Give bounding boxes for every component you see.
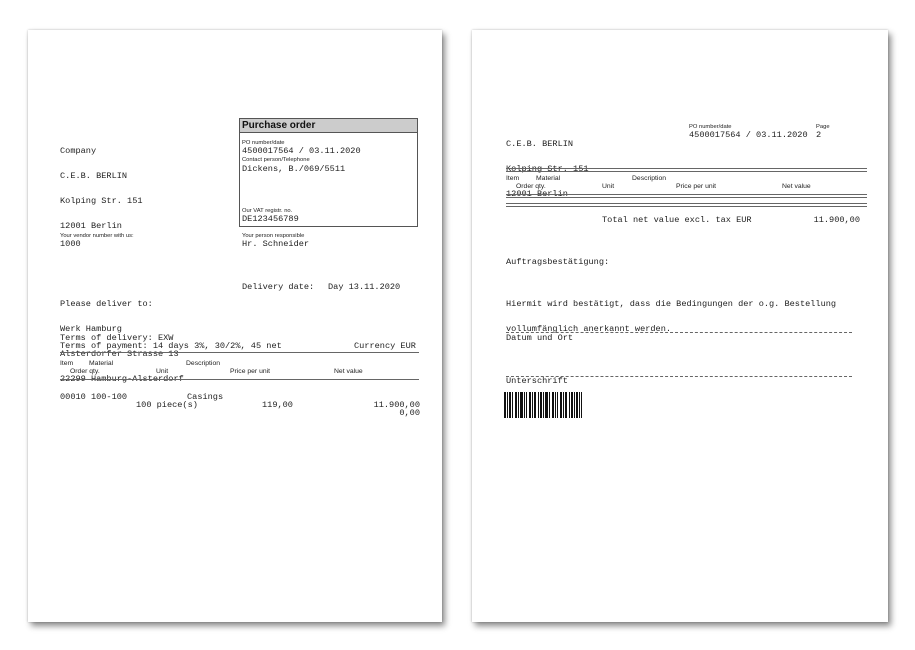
table-top-rule-2 (506, 168, 867, 172)
document-page-1 (28, 30, 442, 622)
col-material: Material (89, 360, 114, 367)
total-net-value: 11.900,00 (813, 215, 860, 225)
line-item-qty-unit: 100 piece(s) (136, 400, 198, 410)
confirmation-line-2: vollumfänglich anerkannt werden. (506, 324, 672, 335)
col-item-2: Item (506, 175, 520, 182)
date-place-label: Datum und Ort (506, 333, 574, 343)
company-city-2: 12001 Berlin (506, 189, 568, 200)
line-item-extra-value: 0,00 (399, 408, 420, 418)
document-page-2 (472, 30, 888, 622)
company-label: Company (60, 145, 97, 156)
company-name: C.E.B. BERLIN (60, 171, 128, 182)
contact-person-label: Contact person/Telephone (242, 157, 310, 163)
col-description: Description (186, 360, 220, 367)
delivery-date-label: Delivery date: (242, 282, 315, 292)
table-separator-rule-2 (506, 203, 867, 207)
confirmation-line-1: Hiermit wird bestätigt, dass die Bedingungen der o.g. Bestellung (506, 298, 837, 309)
table-header-rule-2 (506, 194, 867, 198)
po-number-date-value-2: 4500017564 / 03.11.2020 (689, 130, 808, 140)
page-label: Page (816, 124, 830, 130)
barcode (504, 392, 582, 418)
currency: Currency EUR (354, 341, 416, 351)
company-street-2: Kolping Str. 151 (506, 164, 589, 175)
deliver-to-label: Please deliver to: (60, 298, 153, 309)
company-address (60, 130, 143, 248)
line-item-description: Casings (187, 392, 224, 402)
col-material-2: Material (536, 175, 561, 182)
vendor-number-label: Your vendor number with us: (60, 233, 134, 239)
po-number-date-value: 4500017564 / 03.11.2020 (242, 146, 361, 156)
person-responsible-value: Hr. Schneider (242, 239, 310, 249)
vendor-number-value: 1000 (60, 239, 81, 249)
person-responsible-label: Your person responsible (242, 233, 305, 239)
col-unit-2: Unit (602, 183, 615, 190)
col-item: Item (60, 360, 74, 367)
terms-of-delivery: Terms of delivery: EXW (60, 333, 174, 343)
col-net-value: Net value (334, 368, 363, 375)
purchase-order-title: Purchase order (240, 119, 417, 133)
table-top-rule (60, 352, 419, 353)
deliver-city: 22299 Hamburg-Alsterdorf (60, 374, 184, 385)
col-price-per-unit-2: Price per unit (676, 183, 717, 190)
col-price-per-unit: Price per unit (230, 368, 271, 375)
po-number-date-label: PO number/date (242, 140, 285, 146)
line-item-price: 119,00 (262, 400, 293, 410)
line-item-net-value: 11.900,00 (373, 400, 420, 410)
col-net-value-2: Net value (782, 183, 811, 190)
signature-label: Unterschrift (506, 376, 568, 386)
terms-of-payment: Terms of payment: 14 days 3%, 30/2%, 45 net (60, 341, 282, 351)
vat-label: Our VAT registr. no. (242, 208, 293, 214)
line-item-material: 00010 100-100 (60, 392, 128, 402)
col-order-qty: Order qty. (70, 368, 100, 375)
company-street: Kolping Str. 151 (60, 196, 143, 207)
company-city: 12001 Berlin (60, 221, 122, 232)
delivery-date-value: Day 13.11.2020 (328, 282, 401, 292)
col-order-qty-2: Order qty. (516, 183, 546, 190)
po-number-date-label-2: PO number/date (689, 124, 732, 130)
deliver-plant: Werk Hamburg (60, 324, 122, 335)
contact-person-value: Dickens, B./069/5511 (242, 164, 346, 174)
confirmation-heading: Auftragsbestätigung: (506, 257, 610, 267)
page-number: 2 (816, 130, 822, 140)
deliver-street: Alsterdorfer Strasse 13 (60, 349, 179, 360)
table-header-rule (60, 379, 419, 380)
col-description-2: Description (632, 175, 666, 182)
vat-value: DE123456789 (242, 214, 299, 224)
col-unit: Unit (156, 368, 169, 375)
total-net-value-label: Total net value excl. tax EUR (602, 215, 752, 225)
company-name-2: C.E.B. BERLIN (506, 138, 574, 149)
purchase-order-box (239, 118, 418, 227)
